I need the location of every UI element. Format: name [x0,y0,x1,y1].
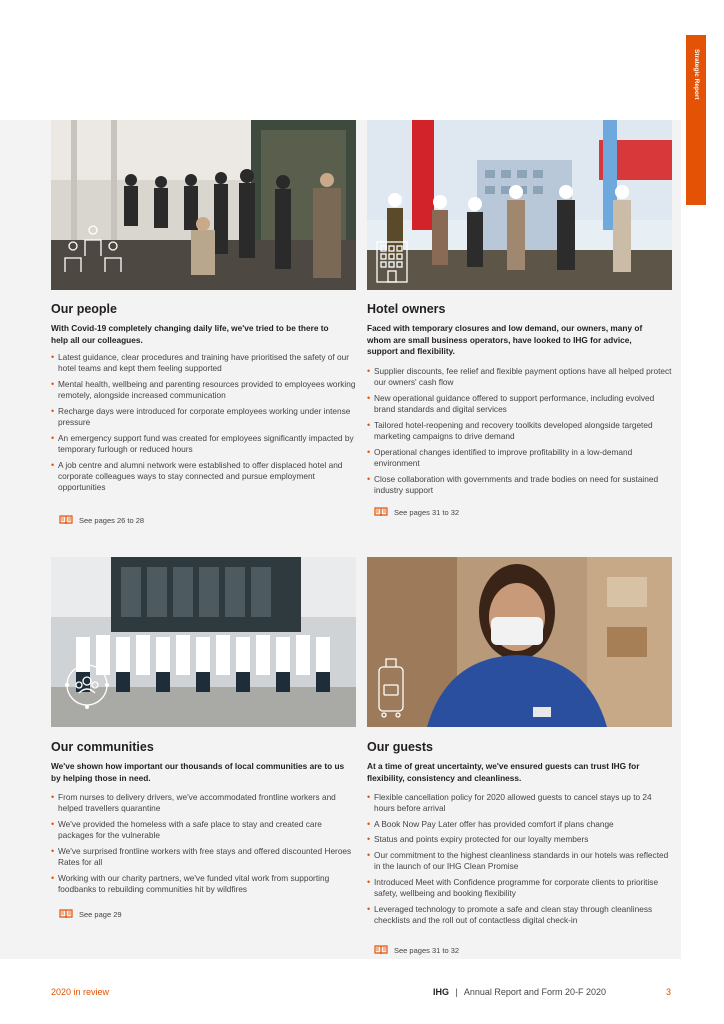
building-icon [375,238,411,284]
list-item: • Working with our charity partners, we've funded vital work from supporting foodbanks to rebuilding communities hit by wildfires [51,873,356,896]
page-reference-people[interactable] [59,515,144,525]
page-reference-label: See pages 31 to 32 [394,507,460,517]
communities-photo [51,557,356,727]
page-reference-label: See page 29 [79,909,122,919]
list-item: • Tailored hotel-reopening and recovery toolkits developed alongside targeted marketing campaigns to drive demand [367,420,672,443]
page-reference-guests[interactable] [374,945,459,955]
page-number: 3 [666,987,672,997]
page-reference-label: See pages 26 to 28 [79,515,145,525]
footer-report: Annual Report and Form 20-F 2020 [463,987,606,997]
section-intro-owners: Faced with temporary closures and low demand, our owners, many of whom are small business operators, have looked to IHG for advice, support and flexibility. [367,323,643,356]
footer-section-label: 2020 in review [51,987,110,997]
list-item: • Operational changes identified to improve profitability in a low-demand environment [367,447,672,470]
footer-report-title [433,987,606,997]
list-item: • Recharge days were introduced for corporate employees working under intense pressure [51,406,356,429]
section-title-guests: Our guests [367,740,433,754]
list-item: • Mental health, wellbeing and parenting resources provided to employees working remotely, alongside increased communication [51,379,356,402]
list-item: • Latest guidance, clear procedures and training have prioritised the safety of our hotel teams and kept them feeling supported [51,352,356,375]
footer-brand: IHG [433,987,450,997]
bullet-list-people [51,352,356,498]
list-item: • We've surprised frontline workers with free stays and offered discounted Heroes Rates for all [51,846,356,869]
page-reference-owners[interactable] [374,507,459,517]
list-item: • Status and points expiry protected for our loyalty members [367,834,672,845]
bullet-list-owners [367,366,672,500]
section-tab-label: Strategic Report [693,49,700,100]
bullet-list-communities [51,792,356,900]
community-icon [63,661,113,711]
section-title-owners: Hotel owners [367,302,446,316]
list-item: • We've provided the homeless with a safe place to stay and created care packages for the vulnerable [51,819,356,842]
list-item: • New operational guidance offered to support performance, including evolved brand standards and digital services [367,393,672,416]
page-reference-communities[interactable] [59,909,122,919]
section-tab [686,35,706,205]
list-item: • Flexible cancellation policy for 2020 allowed guests to cancel stays up to 24 hours before arrival [367,792,672,815]
section-intro-people: With Covid-19 completely changing daily life, we've tried to be there to help all our colleagues. [51,323,329,345]
list-item: • Supplier discounts, fee relief and flexible payment options have all helped protect our owners' cash flow [367,366,672,389]
guests-photo [367,557,672,727]
section-title-communities: Our communities [51,740,154,754]
luggage-icon [375,655,409,719]
book-icon [59,909,73,919]
section-title-people: Our people [51,302,117,316]
footer-separator: | [455,987,458,997]
bullet-list-guests [367,792,672,931]
list-item: • Introduced Meet with Confidence programme for corporate clients to prioritise safety, wellbeing and booking flexibility [367,877,672,900]
people-photo [51,120,356,290]
owners-photo [367,120,672,290]
list-item: • From nurses to delivery drivers, we've accommodated frontline workers and helped travellers quarantine [51,792,356,815]
list-item: • Our commitment to the highest cleanliness standards in our hotels was reflected in the launch of our IHG Clean Promise [367,850,672,873]
book-icon [374,507,388,517]
book-icon [374,945,388,955]
list-item: • Close collaboration with governments and trade bodies on need for sustained industry support [367,474,672,497]
list-item: • Leveraged technology to promote a safe and clean stay through cleanliness checklists and the roll out of contactless digital check-in [367,904,672,927]
list-item: • A job centre and alumni network were established to offer displaced hotel and corporate colleagues ways to stay connected and pursue employment opportunities [51,460,356,494]
list-item: • An emergency support fund was created for employees significantly impacted by temporary furlough or reduced hours [51,433,356,456]
section-intro-communities: We've shown how important our thousands of local communities are to us by helping those in need. [51,761,345,783]
section-intro-guests: At a time of great uncertainty, we've ensured guests can trust IHG for flexibility, consistency and cleanliness. [367,761,640,783]
page-reference-label: See pages 31 to 32 [394,945,460,955]
people-icon [61,220,126,280]
list-item: • A Book Now Pay Later offer has provided comfort if plans change [367,819,672,830]
book-icon [59,515,73,525]
